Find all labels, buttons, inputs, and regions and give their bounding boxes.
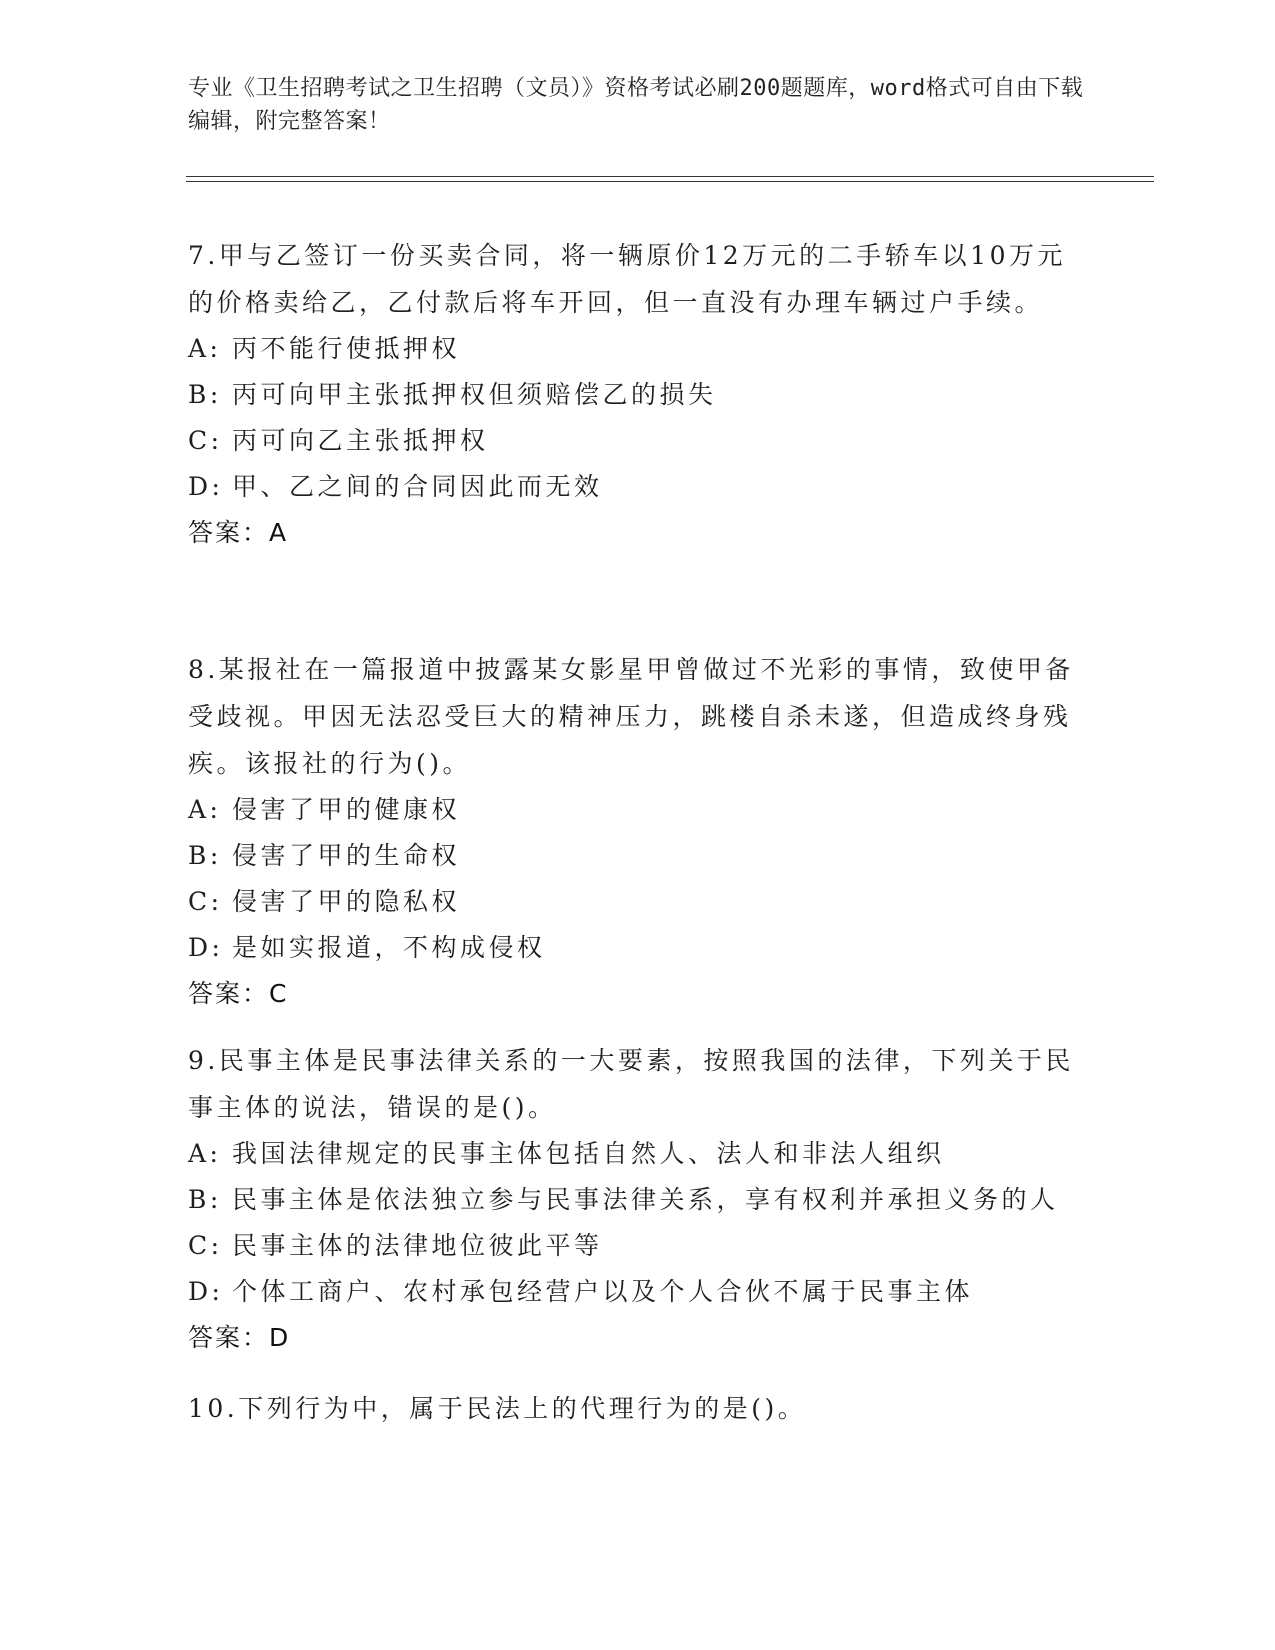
option-c: [188, 879, 1088, 925]
option-letter: A:: [188, 795, 222, 824]
option-text: 甲、乙之间的合同因此而无效: [232, 472, 603, 501]
question-text: 7.甲与乙签订一份买卖合同，将一辆原价12万元的二手轿车以10万元的价格卖给乙，乙付款后将车开回，但一直没有办理车辆过户手续。: [188, 241, 1066, 317]
option-letter: B:: [188, 380, 222, 409]
option-text: 民事主体的法律地位彼此平等: [232, 1231, 603, 1260]
option-letter: C:: [188, 1231, 223, 1260]
option-a: [188, 326, 1088, 372]
header-divider-bottom: [186, 181, 1154, 182]
option-text: 是如实报道，不构成侵权: [232, 933, 546, 962]
option-text: 我国法律规定的民事主体包括自然人、法人和非法人组织: [232, 1139, 945, 1168]
option-text: 侵害了甲的生命权: [232, 841, 461, 870]
option-c: [188, 418, 1088, 464]
answer-line: 答案：A: [188, 518, 289, 547]
option-text: 丙可向乙主张抵押权: [232, 426, 489, 455]
option-text: 个体工商户、农村承包经营户以及个人合伙不属于民事主体: [232, 1277, 974, 1306]
option-c: [188, 1223, 1088, 1269]
question-9: [188, 1037, 1088, 1361]
option-d: [188, 925, 1088, 971]
option-d: [188, 464, 1088, 510]
header-divider-top: [186, 176, 1154, 177]
option-text: 侵害了甲的隐私权: [232, 887, 461, 916]
answer-line: 答案：C: [188, 979, 289, 1008]
option-letter: D:: [188, 1277, 224, 1306]
answer-line: 答案：D: [188, 1323, 291, 1352]
question-7: [188, 232, 1088, 556]
option-letter: D:: [188, 472, 224, 501]
option-text: 丙不能行使抵押权: [232, 334, 461, 363]
question-text: 10.下列行为中，属于民法上的代理行为的是()。: [188, 1394, 807, 1423]
option-text: 侵害了甲的健康权: [232, 795, 461, 824]
option-letter: A:: [188, 1139, 222, 1168]
option-text: 丙可向甲主张抵押权但须赔偿乙的损失: [232, 380, 717, 409]
option-b: [188, 1177, 1088, 1223]
question-10: [188, 1385, 1088, 1432]
option-a: [188, 787, 1088, 833]
option-d: [188, 1269, 1088, 1315]
document-header: 专业《卫生招聘考试之卫生招聘（文员）》资格考试必刷200题题库，word格式可自由下载编辑，附完整答案！: [188, 76, 1084, 134]
option-letter: B:: [188, 841, 222, 870]
option-text: 民事主体是依法独立参与民事法律关系，享有权利并承担义务的人: [232, 1185, 1059, 1214]
option-b: [188, 372, 1088, 418]
option-letter: C:: [188, 426, 223, 455]
option-letter: C:: [188, 887, 223, 916]
option-letter: D:: [188, 933, 224, 962]
question-text: 8.某报社在一篇报道中披露某女影星甲曾做过不光彩的事情，致使甲备受歧视。甲因无法忍受巨大的精神压力，跳楼自杀未遂，但造成终身残疾。该报社的行为()。: [188, 655, 1074, 778]
question-text: 9.民事主体是民事法律关系的一大要素，按照我国的法律，下列关于民事主体的说法，错误的是()。: [188, 1046, 1074, 1122]
option-letter: A:: [188, 334, 222, 363]
option-letter: B:: [188, 1185, 222, 1214]
option-b: [188, 833, 1088, 879]
option-a: [188, 1131, 1088, 1177]
question-8: [188, 646, 1088, 1017]
